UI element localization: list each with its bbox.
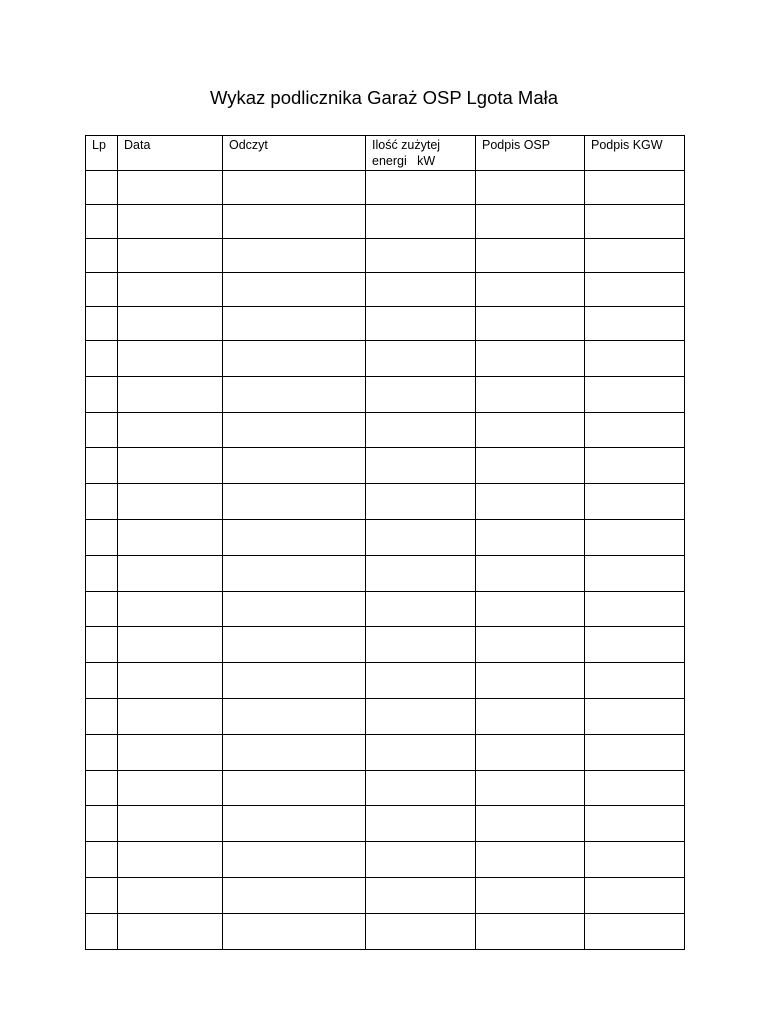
table-cell[interactable] xyxy=(366,205,476,239)
table-cell[interactable] xyxy=(223,239,366,273)
table-cell[interactable] xyxy=(476,770,585,806)
table-cell[interactable] xyxy=(118,913,223,949)
table-cell[interactable] xyxy=(118,698,223,734)
table-cell[interactable] xyxy=(223,842,366,878)
table-cell[interactable] xyxy=(118,412,223,448)
table-body xyxy=(86,171,685,950)
table-cell[interactable] xyxy=(476,627,585,663)
table-cell[interactable] xyxy=(476,806,585,842)
table-cell[interactable] xyxy=(585,519,685,555)
table-cell[interactable] xyxy=(86,842,118,878)
table-cell[interactable] xyxy=(118,770,223,806)
table-cell[interactable] xyxy=(118,734,223,770)
table-cell[interactable] xyxy=(86,806,118,842)
table-cell[interactable] xyxy=(366,627,476,663)
table-cell[interactable] xyxy=(118,448,223,484)
table-cell[interactable] xyxy=(366,698,476,734)
table-cell[interactable] xyxy=(366,273,476,307)
table-cell[interactable] xyxy=(585,448,685,484)
table-cell[interactable] xyxy=(585,591,685,627)
table-row xyxy=(86,412,685,448)
table-row xyxy=(86,205,685,239)
table-cell[interactable] xyxy=(223,484,366,520)
table-cell[interactable] xyxy=(476,734,585,770)
table-cell[interactable] xyxy=(476,913,585,949)
table-cell[interactable] xyxy=(366,842,476,878)
table-cell[interactable] xyxy=(366,448,476,484)
table-cell[interactable] xyxy=(118,205,223,239)
table-cell[interactable] xyxy=(86,273,118,307)
table-cell[interactable] xyxy=(476,273,585,307)
table-cell[interactable] xyxy=(366,555,476,591)
table-cell[interactable] xyxy=(86,913,118,949)
table-cell[interactable] xyxy=(223,205,366,239)
table-cell[interactable] xyxy=(118,484,223,520)
table-cell[interactable] xyxy=(585,806,685,842)
table-cell[interactable] xyxy=(585,913,685,949)
table-cell[interactable] xyxy=(585,273,685,307)
table-cell[interactable] xyxy=(118,519,223,555)
table-cell[interactable] xyxy=(86,519,118,555)
table-cell[interactable] xyxy=(223,770,366,806)
table-cell[interactable] xyxy=(223,734,366,770)
table-cell[interactable] xyxy=(476,171,585,205)
table-cell[interactable] xyxy=(476,307,585,341)
table-row xyxy=(86,484,685,520)
table-row xyxy=(86,307,685,341)
table-cell[interactable] xyxy=(86,663,118,699)
table-cell[interactable] xyxy=(223,412,366,448)
table-cell[interactable] xyxy=(585,698,685,734)
table-cell[interactable] xyxy=(86,376,118,412)
table-cell[interactable] xyxy=(585,376,685,412)
table-cell[interactable] xyxy=(476,205,585,239)
table-cell[interactable] xyxy=(476,663,585,699)
table-cell[interactable] xyxy=(118,341,223,377)
table-cell[interactable] xyxy=(118,307,223,341)
table-cell[interactable] xyxy=(366,663,476,699)
document-title: Wykaz podlicznika Garaż OSP Lgota Mała xyxy=(209,87,559,108)
table-cell[interactable] xyxy=(585,734,685,770)
table-cell[interactable] xyxy=(585,412,685,448)
table-cell[interactable] xyxy=(86,171,118,205)
table-cell[interactable] xyxy=(476,877,585,913)
table-row xyxy=(86,877,685,913)
table-cell[interactable] xyxy=(86,555,118,591)
table-cell[interactable] xyxy=(223,698,366,734)
table-cell[interactable] xyxy=(86,412,118,448)
table-cell[interactable] xyxy=(585,770,685,806)
table-row xyxy=(86,698,685,734)
table-cell[interactable] xyxy=(86,627,118,663)
table-cell[interactable] xyxy=(223,663,366,699)
header-odczyt: Odczyt xyxy=(223,136,366,171)
table-cell[interactable] xyxy=(223,341,366,377)
table-cell[interactable] xyxy=(118,842,223,878)
table-row xyxy=(86,239,685,273)
header-podpis-kgw: Podpis KGW xyxy=(585,136,685,171)
table-cell[interactable] xyxy=(585,239,685,273)
table-cell[interactable] xyxy=(476,412,585,448)
table-cell[interactable] xyxy=(118,273,223,307)
table-row xyxy=(86,448,685,484)
table-row xyxy=(86,519,685,555)
table-row xyxy=(86,806,685,842)
table-cell[interactable] xyxy=(366,877,476,913)
table-cell[interactable] xyxy=(585,171,685,205)
table-cell[interactable] xyxy=(86,239,118,273)
table-cell[interactable] xyxy=(585,877,685,913)
table-cell[interactable] xyxy=(118,663,223,699)
table-row xyxy=(86,591,685,627)
table-cell[interactable] xyxy=(585,484,685,520)
table-header-row xyxy=(86,136,685,171)
header-data: Data xyxy=(118,136,223,171)
table-cell[interactable] xyxy=(476,591,585,627)
table-cell[interactable] xyxy=(223,627,366,663)
table-cell[interactable] xyxy=(223,591,366,627)
table-cell[interactable] xyxy=(585,555,685,591)
table-row xyxy=(86,734,685,770)
table-cell[interactable] xyxy=(118,591,223,627)
table-cell[interactable] xyxy=(366,484,476,520)
table-cell[interactable] xyxy=(476,376,585,412)
table-row xyxy=(86,555,685,591)
table-cell[interactable] xyxy=(223,448,366,484)
table-cell[interactable] xyxy=(223,806,366,842)
table-cell[interactable] xyxy=(223,273,366,307)
table-cell[interactable] xyxy=(476,484,585,520)
table-cell[interactable] xyxy=(585,307,685,341)
table-cell[interactable] xyxy=(476,519,585,555)
meter-log-table xyxy=(85,135,685,950)
table-cell[interactable] xyxy=(585,341,685,377)
table-cell[interactable] xyxy=(366,239,476,273)
table-cell[interactable] xyxy=(366,734,476,770)
table-cell[interactable] xyxy=(366,376,476,412)
table-cell[interactable] xyxy=(118,806,223,842)
table-cell[interactable] xyxy=(223,877,366,913)
table-row xyxy=(86,627,685,663)
table-cell[interactable] xyxy=(585,663,685,699)
table-cell[interactable] xyxy=(476,698,585,734)
table-row xyxy=(86,171,685,205)
table-row xyxy=(86,341,685,377)
table-cell[interactable] xyxy=(86,698,118,734)
table-cell[interactable] xyxy=(366,591,476,627)
table-row xyxy=(86,376,685,412)
table-cell[interactable] xyxy=(223,307,366,341)
table-cell[interactable] xyxy=(86,307,118,341)
table-cell[interactable] xyxy=(118,171,223,205)
table-cell[interactable] xyxy=(476,555,585,591)
table-cell[interactable] xyxy=(86,877,118,913)
table-cell[interactable] xyxy=(366,519,476,555)
table-cell[interactable] xyxy=(86,591,118,627)
table-cell[interactable] xyxy=(366,770,476,806)
table-cell[interactable] xyxy=(585,842,685,878)
table-row xyxy=(86,663,685,699)
table-cell[interactable] xyxy=(86,205,118,239)
table-cell[interactable] xyxy=(476,341,585,377)
table-row xyxy=(86,842,685,878)
table-cell[interactable] xyxy=(118,555,223,591)
table-cell[interactable] xyxy=(86,341,118,377)
table-cell[interactable] xyxy=(223,171,366,205)
table-cell[interactable] xyxy=(86,770,118,806)
table-cell[interactable] xyxy=(585,205,685,239)
table-cell[interactable] xyxy=(476,448,585,484)
table-row xyxy=(86,913,685,949)
table-cell[interactable] xyxy=(118,239,223,273)
table-cell[interactable] xyxy=(476,239,585,273)
header-lp: Lp xyxy=(86,136,118,171)
table-cell[interactable] xyxy=(223,913,366,949)
table-cell[interactable] xyxy=(366,412,476,448)
table-cell[interactable] xyxy=(366,806,476,842)
table-cell[interactable] xyxy=(86,484,118,520)
table-cell[interactable] xyxy=(86,734,118,770)
table-cell[interactable] xyxy=(118,376,223,412)
table-row xyxy=(86,273,685,307)
table-cell[interactable] xyxy=(585,627,685,663)
table-cell[interactable] xyxy=(118,627,223,663)
table-cell[interactable] xyxy=(86,448,118,484)
table-row xyxy=(86,770,685,806)
table-cell[interactable] xyxy=(223,376,366,412)
table-cell[interactable] xyxy=(223,555,366,591)
table-cell[interactable] xyxy=(366,307,476,341)
table-cell[interactable] xyxy=(118,877,223,913)
table-cell[interactable] xyxy=(366,341,476,377)
table-cell[interactable] xyxy=(366,913,476,949)
table-cell[interactable] xyxy=(476,842,585,878)
table-cell[interactable] xyxy=(366,171,476,205)
table-cell[interactable] xyxy=(223,519,366,555)
header-ilosc-energii: Ilość zużytej energi kW xyxy=(366,136,476,171)
header-podpis-osp: Podpis OSP xyxy=(476,136,585,171)
